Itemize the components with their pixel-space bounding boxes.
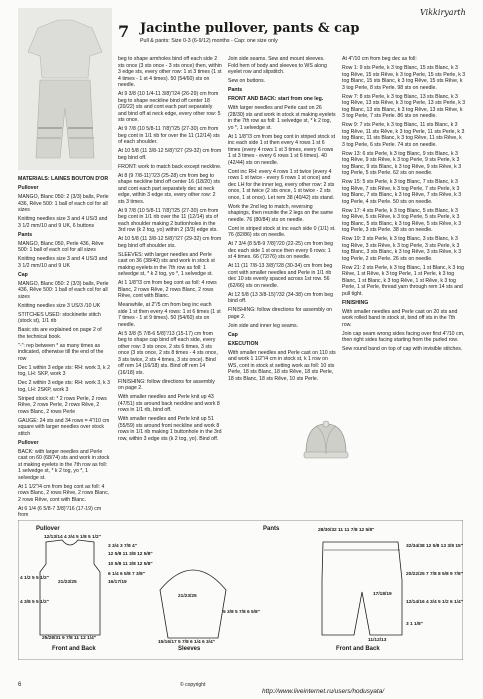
paragraph: Pants [228, 87, 243, 93]
paragraph: At 4"/10 cm from beg dec as foll: [342, 56, 417, 62]
paragraph: beg to shape armholes bind off each side 2 sts once (3 sts once - 3 sts once) then, within 3 edge sts, every other row: 1 st 3 times (1 st 4 times - 1 st 4 times). 50 (54/60) sts on needle. [118, 56, 222, 88]
paragraph: Dec 1 within 3 edge sts: RH: work 3, k 2 tog, LH: SKP, work 3 [18, 364, 110, 377]
paragraph: GAUGE: 24 sts and 34 rows = 4"/10 cm square with larger needles over stock stitch [18, 417, 110, 437]
paragraph: Join side seams. Sew and mount sleeves. Fold hem of body and sleeves to WS along eyelet row and slipstitch. [228, 56, 327, 75]
paragraph: MANGO, Blanc 050, Perle 436, Rêve 500: 1 ball of each col for all sizes [18, 240, 104, 253]
paragraph: Cont inc RH: every 4 rows 1 st twice (every 4 rows 1 st twice - every 6 rows 1 st once) and dec LH for the inner leg, every other row: 2 sts once, 1 st twice (2 sts once, 1 st twice - 2 sts once, 1 st once). Let rem 38 (40/42) sts stand. [228, 168, 335, 201]
paragraph: FINISHING [342, 299, 369, 306]
paragraph: Join cap seam wrong sides facing over first 4"/10 cm, then right sides facing starting from the purled row. [342, 330, 465, 343]
measurement: 6 1/4 6 5/8 7 3/8" [108, 572, 145, 577]
cap-illustration [300, 420, 352, 460]
pattern-header [118, 20, 478, 44]
paragraph: Work the 2nd leg to match, reversing shapings, then reunite the 2 legs on the same needle. 76 (80/84) sts on needle. [228, 203, 333, 223]
copyright: © copyright [180, 682, 206, 688]
paragraph: With smaller needles and Perle cast on 20 sts and work rolled band in stock st, bind off sts in the 7th row. [342, 308, 458, 328]
paragraph: Cap [18, 271, 28, 278]
paragraph: SLEEVES: with larger needles and Perle cast on 36 (38/40) sts and work in stock st making eyelets in the 7th row as foll: 1 selvedge st, * k 2 tog, yo *, 1 selvedge st. [118, 251, 215, 277]
pattern-title: Jacinthe pullover, pants & cap [140, 21, 360, 36]
paragraph: Sew on buttons. [228, 78, 266, 84]
source-url: http://www.liveinternet.ru/users/hodusyata/ [262, 688, 385, 695]
paragraph: Row 9: 7 sts Perle, k 3 tog Blanc, 11 sts Blanc, k 3 tog Rêve, 11 sts Rêve, k 3 tog Perle, 11 sts Perle, k 3 tog Blanc, 11 sts Blanc, k 3 tog Rêve, 11 sts Rêve, k 3 tog Perle, 6 sts Perle. 74 sts on needle. [342, 122, 465, 148]
paragraph: STITCHES USED: stockinette stitch (stock st), 1/1 rib [18, 311, 101, 324]
measurement: 12/13/14 4 3/4 5 1/8 5 1/2" [44, 535, 101, 540]
paragraph: Row 13: 6 sts Perle, k 3 tog Blanc, 9 sts Blanc, k 3 tog Rêve, 9 sts Rêve, k 3 tog Perle, 9 sts Perle, k 3 tog Blanc, 9 sts Blanc, k 3 tog Rêve, 9 sts Rêve, k 3 tog Perle, 5 sts Perle. 62 sts on needle. [342, 150, 462, 176]
column-pullover [118, 56, 222, 445]
paragraph: At 1 1/8"/3 cm from beg cont as foll: 4 rows Blanc, 2 rows Rêve, 2 rows Blanc, 2 rows Rêve, cont with Blanc. [118, 280, 217, 299]
paragraph: BACK: with larger needles and Perle cast on 60 (68/74) sts and work in stock st making eyelets in the 7th row as foll: 1 selvedge st, * k 2 tog, yo *, 1 selvedge st. [18, 448, 110, 481]
paragraph: Join side and inner leg seams. [228, 322, 299, 329]
paragraph: Pullover [18, 185, 39, 191]
paragraph: Meanwhile, at 2"/5 cm from beg inc each side 1 st then every 4 rows: 1 st 6 times (1 st 7 times - 1 st 9 times). 50 (54/60) sts on needle. [118, 302, 221, 328]
measurement: 21/23/25 [178, 594, 197, 599]
column-cap [342, 56, 466, 355]
paragraph: At 9 7/8 (10 5/8-11 7/8)"/25 (27-30) cm from beg cont in 1/1 rib for over the 11 (12/14) sts of each shoulder. [118, 126, 220, 145]
brand-signature: Vikkiryarth [420, 8, 466, 17]
measurement: 20/22/25 7 7/8 8 5/8 9 7/8" [406, 572, 463, 577]
pattern-subtitle: Pull & pants: Size 0-3 (6-9/12) months - Cap: one size only [140, 38, 278, 44]
paragraph: Cap [228, 331, 238, 338]
measurement: 12 5/8 11 3/8 12 5/8" [108, 552, 153, 557]
front-back-label: Front and Back [52, 646, 96, 652]
measurement: 32/34/38 12 5/8 13 3/8 15" [406, 544, 463, 549]
pants-diagram-label: Pants [263, 526, 280, 532]
paragraph: Knitting needles size 3 US/3 /10 UK [18, 302, 101, 309]
paragraph: Row 19: 3 sts Perle, k 3 tog Blanc, 3 sts Blanc, k 3 tog Rêve, 3 sts Rêve, k 3 tog Perle, 3 sts Perle, k 3 tog Blanc, 3 sts Blanc, k 3 tog Rêve, 3 sts Rêve, k 3 tog Perle, 2 sts Perle. 26 sts on needle. [342, 236, 462, 262]
measurement: 25/28/31 9 7/8 11 12 1/4" [42, 636, 97, 641]
measurement: 10 5/8 11 3/8 12 5/8" [108, 562, 153, 567]
paragraph: Row 17: 4 sts Perle, k 3 tog Blanc, 5 sts Blanc, k 3 tog Rêve, 5 sts Rêve, k 3 tog Perle, 5 sts Perle, k 3 tog Blanc, 5 sts Blanc, k 3 tog Rêve, 5 sts Rêve, k 3 tog Perle, 3 sts Perle. 38 sts on needle. [342, 207, 462, 233]
measurement: 12/14/16 4 3/4 5 1/2 6 1/4" [406, 600, 463, 605]
garment-photo [18, 8, 112, 170]
paragraph: FINISHING: follow directions for assembly on page 2. [118, 378, 215, 391]
paragraph: With smaller needles and Perle cast on 110 sts and work 1 1/2"/4 cm in stock st, k 1 row on WS, cont in stock st setting work as foll: 10 sts Perle, 18 sts Blanc, 18 sts Rêve, 18 sts Perle, 18 sts Blanc, 18 sts Rêve, 10 sts Perle. [228, 349, 336, 382]
paragraph: FINISHING: follow directions for assembly on page 2. [228, 307, 333, 320]
paragraph: Knitting needles size 3 and 4 US/3 and 3 1/2 mm/10 and 9 UK [18, 256, 108, 269]
paragraph: At 7 3/4 (8 5/8-9 7/8)"/20 (22-25) cm from beg dec each side 1 st once then every 6 rows: 1 st 4 times. 66 (72/76) sts on needle. [228, 241, 334, 260]
pullover-diagram-label: Pullover [36, 526, 60, 532]
measurement: 4 1/2 5 5 1/2" [20, 576, 49, 581]
paragraph: Row 7: 8 sts Perle, k 3 tog Blanc, 13 sts Blanc, k 3 tog Rêve, 13 sts Rêve, k 3 tog Perle, 13 sts Perle, k 3 tog Blanc, 13 sts Blanc, k 3 tog Rêve, 13 sts Rêve, k 3 tog Perle, 7 sts Perle. 86 sts on needle. [342, 93, 466, 119]
paragraph: FRONT AND BACK: start from one leg. [228, 96, 324, 102]
paragraph: At 10 5/8 (11 3/8-12 5/8)"/27 (29-32) cm from beg bind off shoulder sts. [118, 236, 222, 249]
sleeves-label: Sleeves [178, 646, 201, 652]
paragraph: At 9 7/8 (10 5/8-11 7/8)"/25 (27-30) cm from beg cont in 1/1 rib over the 11 (12/14) sts of each shoulder making 2 buttonholes in the 3rd row (k 2 tog, yo) within 2 (3/3) edge sts. [118, 207, 219, 233]
paragraph: Cont in striped stock st inc each side 0 (1/1) st. 76 (82/86) sts on needle. [228, 225, 336, 238]
paragraph: At 8 (9 7/8-11)"/23 (25-28) cm from beg to shape neckline bind off center 16 (18/20) sts and cont each part separately dec at neck edge, within 3 edge sts, every other row: 2 sts 3 times. [118, 172, 220, 205]
paragraph: With smaller needles and Perle knit up 43 (47/51) sts around back neckline and work 8 rows in 1/1 rib, bind off. [118, 394, 220, 413]
page-number: 6 [18, 682, 22, 688]
paragraph: Basic sts are explained on page 2 of the technical book. [18, 327, 102, 340]
paragraph: MANGO, Blanc 050: 2 (3/3) balls, Perle 436, Rêve 500: 1 ball of each col for all sizes [18, 280, 109, 300]
paragraph: Sew round band on top of cap with invisible stitches. [342, 346, 463, 352]
pants-front-back-label: Front and Back [336, 646, 380, 652]
paragraph: EXECUTION [228, 340, 259, 347]
schematic-diagrams [18, 520, 463, 660]
measurement: 3 3/4 3 7/8 4" [108, 544, 137, 549]
paragraph: Knitting needles size 3 and 4 US/3 and 3 1/2 mm/10 and 9 UK, 6 buttons [18, 216, 108, 229]
paragraph: At 11 (11 7/8-13 3/8)"/28 (30-34) cm from beg cont with smaller needles and Perle in 1/1 rib dec 10 sts evenly spaced across 1st row. 56 (62/66) sts on needle. [228, 263, 333, 289]
paragraph: Striped stock st: * 2 rows Perle, 2 rows Rêve, 2 rows Perle, 2 rows Rêve, 2 rows Blanc, 2 rows Perle [18, 395, 107, 415]
paragraph: MANGO, Blanc 050: 2 (3/3) balls, Perle 436, Rêve 500: 1 ball of each col for all sizes [18, 194, 109, 213]
paragraph: At 5 3/8 (5 7/8-6 5/8)"/13 (15-17) cm from beg to shape cap bind off each side, every other row: 3 sts once, 2 sts 6 times, 3 sts once (3 sts once, 2 sts 8 times - 4 sts once, 3 sts twice, 2 sts 4 times, 3 sts once). Bind off rem 14 (16/18) sts. Bind off rem 14 (16/18) sts. [118, 330, 218, 376]
measurement: 3 1 1/8" [406, 622, 423, 627]
measurement: 17/18/19 [373, 592, 392, 597]
paragraph: Dec 2 within 3 edge sts: RH: work 3, k 3 tog, LH: 2SKP, work 3 [18, 380, 110, 393]
measurement: 28/30/32 11 11 7/8 12 5/8" [318, 528, 375, 533]
measurement: 15/16/17 5 7/8 6 1/4 6 3/4" [158, 640, 215, 645]
measurement: 4 3/8 5 5 1/2" [20, 600, 49, 605]
paragraph: With smaller needles and Perle knit up 51 (55/59) sts around front neckline and work 8 rows in 1/1 rib making 1 buttonhole in the 3rd row, within 3 edge sts (k 2 tog, yo). Bind off. [118, 416, 222, 442]
measurement: 5 3/8 5 7/8 6 5/8" [223, 610, 260, 615]
garment-illustration [18, 8, 112, 170]
paragraph: At 12 5/8 (13 3/8-15)"/32 (34-38) cm from beg bind off. [228, 291, 334, 304]
paragraph: Row 1: 9 sts Perle, k 3 tog Blanc, 15 sts Blanc, k 3 tog Rêve, 15 sts Rêve, k 3 tog Perle, 15 sts Perle, k 3 tog Blanc, 15 sts Blanc, k 3 tog Rêve, 15 sts Rêve, k 3 tog Perle, 8 sts Perle. 98 sts on needle. [342, 65, 466, 91]
column-materials [18, 176, 110, 521]
paragraph: With larger needles and Perle cast on 26 (28/30) sts and work in stock st making eyelets in the 7th row as foll: 1 selvedge st, * k 2 tog, yo *, 1 selvedge st. [228, 105, 336, 131]
measurement: 11/12/13 [368, 638, 387, 643]
paragraph: Row 15: 5 sts Perle, k 3 tog Blanc, 7 sts Blanc, k 3 tog Rêve, 7 sts Rêve, k 3 tog Perle, 7 sts Perle, k 3 tog Blanc, 7 sts Blanc, k 3 tog Rêve, 7 sts Rêve, k 3 tog Perle, 4 sts Perle. 50 sts on needle. [342, 179, 462, 205]
paragraph: At 1 1/8"/3 cm from beg cont in striped stock st inc each side 1 st then every 4 rows 1 st 6 times (every 4 rows 1 st 3 times, every 6 rows 1 st 3 times - every 6 rows 1 st 6 times). 40 (42/44) sts on needle. [228, 133, 336, 166]
paragraph: At 6 1/4 (6 5/8-7 3/8)"/16 (17-19) cm from [18, 505, 102, 518]
page-footer [0, 680, 483, 699]
pattern-number: 7 [118, 22, 130, 41]
paragraph: Row 21: 2 sts Perle, k 3 tog Blanc, 1 st Blanc, k 3 tog Rêve, 1 st Rêve, k 3 tog Perle, 1 st Perle, k 3 tog Blanc, 1 st Blanc, k 3 tog Rêve, 1 st Rêve, k 3 tog Perle, 1 st Perle, thread yarn through rem 14 sts and pull tight. [342, 264, 464, 297]
paragraph: Pants [18, 231, 33, 238]
paragraph: "-": rep between * as many times as indicated, otherwise till the end of the row [18, 342, 104, 362]
paragraph: At 1 1/2"/4 cm from beg cont as foll: 4 rows Blanc, 2 rows Rêve, 2 rows Blanc, 2 rows Rêve, cont with Blanc. [18, 483, 110, 503]
paragraph: FRONT: work to match back except neckline. [118, 163, 222, 170]
paragraph: At 9 3/8 (10 1/4-11 3/8)"/24 (26-29) cm from beg to shape neckline bind off center 18 (20/22) sts and cont each part separately and bind off at neck edge, every other row: 5 sts once. [118, 91, 221, 123]
measurement: 16/17/19 [108, 580, 127, 585]
column-pants [228, 56, 336, 385]
paragraph: MATERIALS: LAINES BOUTON D'OR [18, 176, 109, 182]
paragraph: Pullover [18, 439, 39, 446]
paragraph: At 10 5/8 (11 3/8-12 5/8)"/27 (29-32) cm from beg bind off. [118, 148, 222, 161]
measurement: 21/23/25 [58, 580, 77, 585]
